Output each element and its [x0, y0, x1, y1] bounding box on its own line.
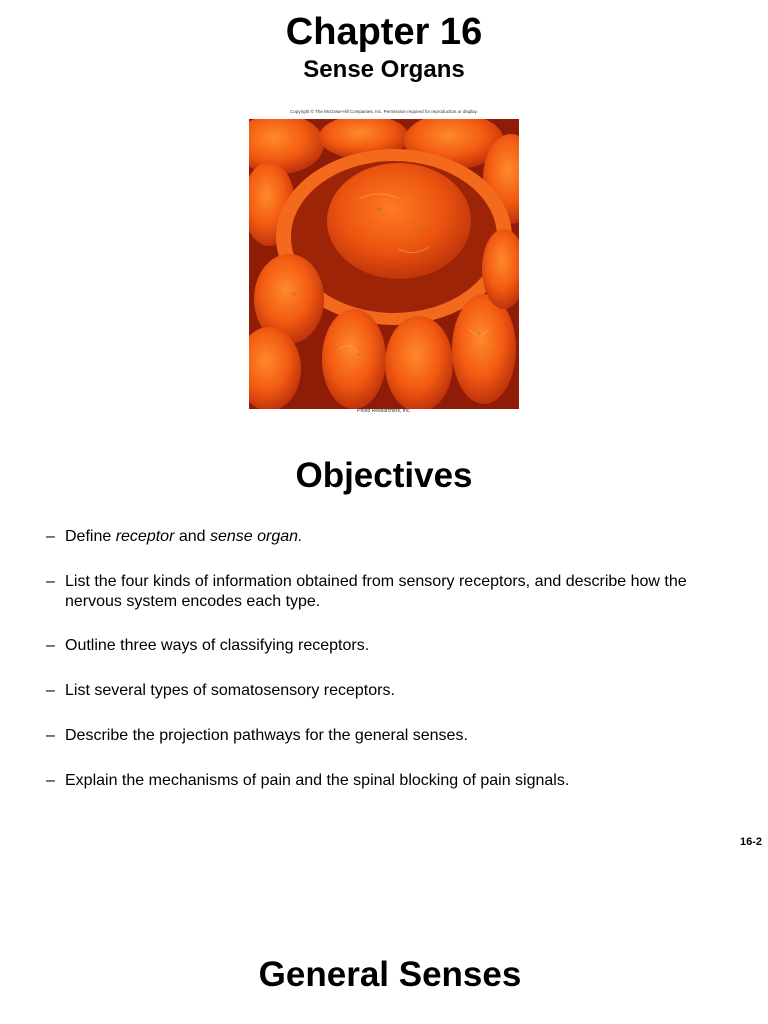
objective-item — [46, 572, 736, 612]
objective-item — [46, 527, 736, 547]
slide-number: 16-2 — [739, 836, 762, 848]
tissue-micrograph-image — [249, 119, 519, 409]
objective-text: List the four kinds of information obtained from sensory receptors, and describe how the nervous system encodes each type. — [65, 573, 687, 610]
objective-text: Define receptor and sense organ. — [65, 528, 303, 545]
chapter-title: Chapter 16 — [285, 11, 483, 53]
copyright-notice: Copyright © The McGraw-Hill Companies, Inc. Permission required for reproduction or display. — [290, 109, 478, 114]
chapter-subtitle: Sense Organs — [303, 56, 465, 83]
bullet-dash: – — [46, 772, 55, 789]
objective-text: Outline three ways of classifying receptors. — [65, 637, 370, 654]
objective-text: Describe the projection pathways for the general senses. — [65, 727, 468, 744]
photo-credit: Photo Researchers, Inc. — [357, 408, 411, 414]
objective-item — [46, 681, 736, 701]
objective-text: Explain the mechanisms of pain and the spinal blocking of pain signals. — [65, 772, 570, 789]
bullet-dash: – — [46, 573, 55, 590]
bullet-dash: – — [46, 727, 55, 744]
bullet-dash: – — [46, 637, 55, 654]
objective-item — [46, 771, 736, 791]
section-title: General Senses — [258, 955, 522, 994]
objective-item — [46, 636, 736, 656]
bullet-dash: – — [46, 528, 55, 545]
objective-item — [46, 726, 736, 746]
bullet-dash: – — [46, 682, 55, 699]
objectives-title: Objectives — [295, 456, 473, 495]
objective-text: List several types of somatosensory receptors. — [65, 682, 395, 699]
